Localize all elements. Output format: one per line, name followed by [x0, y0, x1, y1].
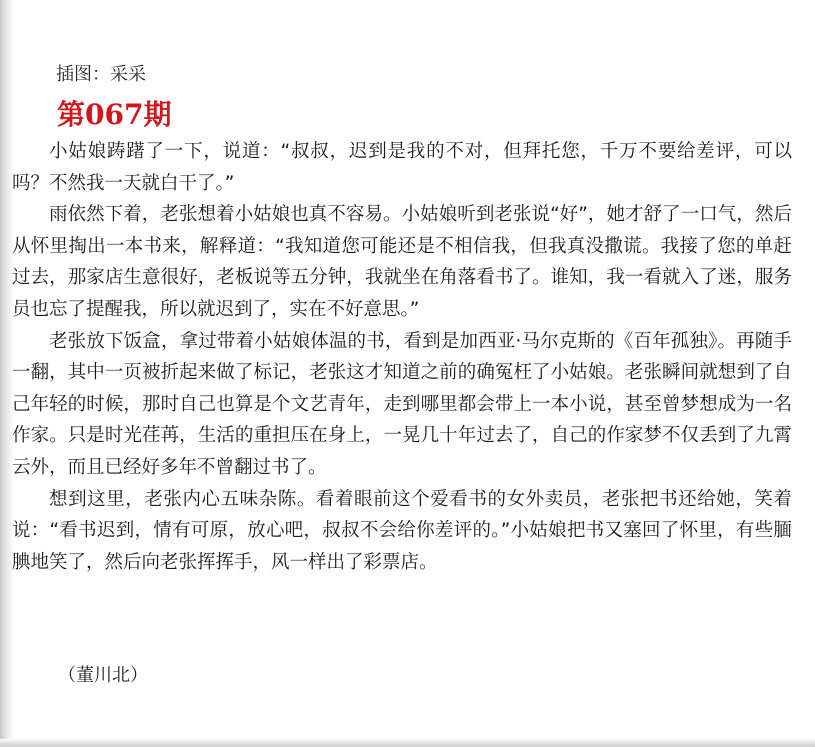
illustration-credit: 插图：采采: [56, 64, 146, 85]
page-bottom-edge: [0, 739, 815, 747]
story-paragraph: 老张放下饭盒，拿过带着小姑娘体温的书，看到是加西亚·马尔克斯的《百年孤独》。再随手一翻，其中一页被折起来做了标记，老张这才知道之前的确冤枉了小姑娘。老张瞬间就想到了自己年轻的时候，那时自己也算是个文艺青年，走到哪里都会带上一本小说，甚至曾梦想成为一名作家。只是时光荏苒，生活的重担压在身上，一晃几十年过去了，自己的作家梦不仅丢到了九霄云外，而且已经好多年不曾翻过书了。: [12, 330, 792, 478]
story-body: [12, 136, 792, 578]
story-paragraph: 雨依然下着，老张想着小姑娘也真不容易。小姑娘听到老张说“好”，她才舒了一口气，然后从怀里掏出一本书来，解释道：“我知道您可能还是不相信我，但我真没撒谎。我接了您的单赶过去，那家店生意很好，老板说等五分钟，我就坐在角落看书了。谁知，我一看就入了迷，服务员也忘了提醒我，所以就迟到了，实在不好意思。”: [12, 204, 792, 320]
author-signature: （董川北）: [58, 665, 148, 686]
story-paragraph: 想到这里，老张内心五味杂陈。看着眼前这个爱看书的女外卖员，老张把书还给她，笑着说：“看书迟到，情有可原，放心吧，叔叔不会给你差评的。”小姑娘把书又塞回了怀里，有些腼腆地笑了，然后向老张挥挥手，风一样出了彩票店。: [12, 488, 792, 573]
issue-number-title: 第067期: [57, 98, 172, 131]
story-paragraph: 小姑娘踌躇了一下，说道：“叔叔，迟到是我的不对，但拜托您，千万不要给差评，可以吗？不然我一天就白干了。”: [12, 141, 792, 194]
